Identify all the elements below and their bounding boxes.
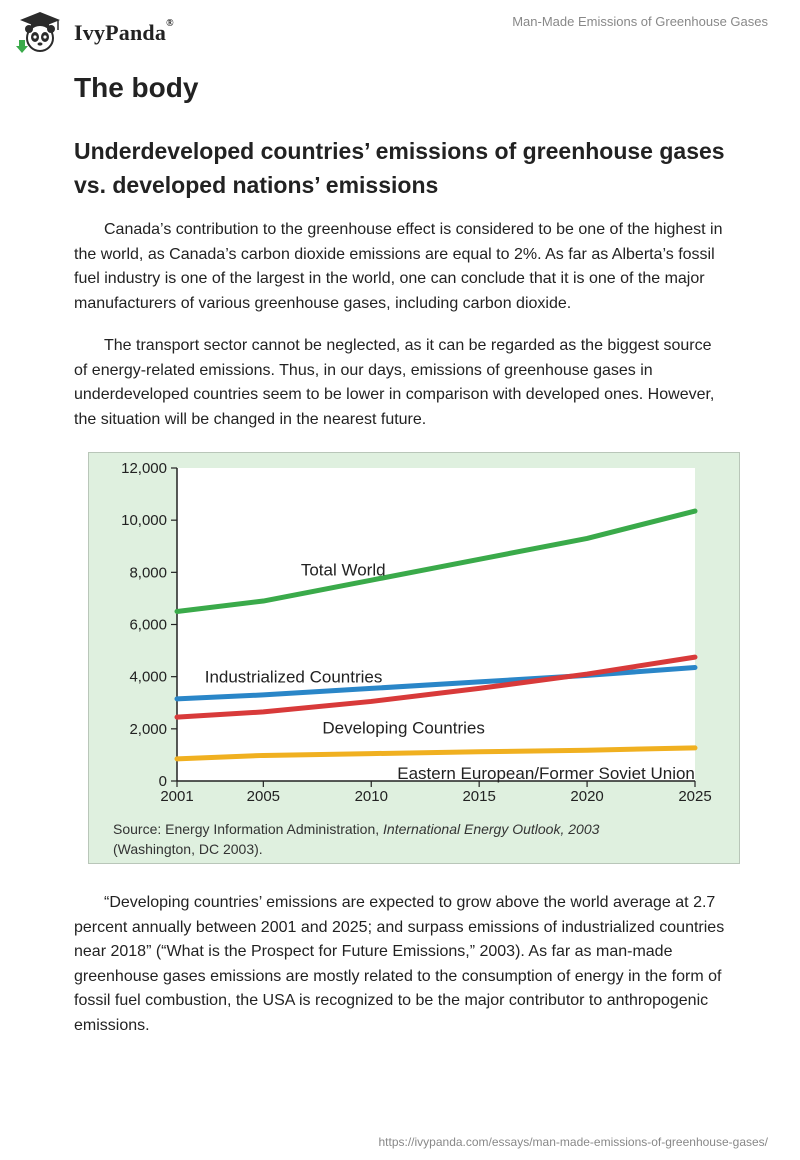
x-tick-label: 2025 bbox=[678, 788, 712, 805]
x-tick-label: 2001 bbox=[160, 788, 194, 805]
panda-logo-icon[interactable] bbox=[16, 10, 64, 54]
x-tick-label: 2010 bbox=[354, 788, 388, 805]
source-title: International Energy Outlook, 2003 bbox=[383, 821, 600, 837]
brand-name[interactable]: IvyPanda® bbox=[74, 18, 174, 45]
emissions-chart-figure bbox=[88, 452, 740, 864]
source-prefix: Source: Energy Information Administration, bbox=[113, 821, 384, 837]
source-suffix: (Washington, DC 2003). bbox=[113, 841, 263, 857]
page-header bbox=[0, 0, 800, 70]
paragraph-2: The transport sector cannot be neglected, as it can be regarded as the biggest source of energy-related emissions. Thus, in our days, emissions of greenhouse gases in underdeveloped countries seem to be lower in comparison with developed ones. However, the situation will be changed in the nearest future. bbox=[74, 337, 715, 428]
y-tick-label: 4,000 bbox=[129, 668, 167, 686]
emissions-line-chart bbox=[89, 453, 741, 813]
x-tick-label: 2020 bbox=[570, 788, 604, 805]
y-tick-label: 8,000 bbox=[129, 564, 167, 582]
y-tick-label: 2,000 bbox=[129, 720, 167, 738]
y-tick-label: 12,000 bbox=[121, 460, 167, 477]
y-tick-label: 10,000 bbox=[121, 512, 167, 530]
series-label-developing-countries: Developing Countries bbox=[322, 718, 485, 738]
source-url[interactable]: https://ivypanda.com/essays/man-made-emissions-of-greenhouse-gases/ bbox=[378, 1135, 768, 1149]
y-tick-label: 6,000 bbox=[129, 616, 167, 634]
paragraph-3: “Developing countries’ emissions are expected to grow above the world average at 2.7 percent annually between 2001 and 2025; and surpass emissions of industrialized countries near 2018” (“What is the Prospect for Future Emissions,” 2003). As far as man-made greenhouse gases emissions are mostly related to the consumption of energy in the form of fossil fuel combustion, the USA is recognized to be the major contributor to anthropogenic emissions. bbox=[74, 894, 725, 1034]
subsection-title: Underdeveloped countries’ emissions of greenhouse gases vs. developed nations’ emissions bbox=[74, 138, 725, 198]
paragraph-1: Canada’s contribution to the greenhouse effect is considered to be one of the highest in the world, as Canada’s carbon dioxide emissions are equal to 2%. As far as Alberta’s fossil fuel industry is one of the largest in the world, one can conclude that it is one of the major manufacturers of various greenhouse gases, including carbon dioxide. bbox=[74, 221, 723, 312]
x-tick-label: 2005 bbox=[246, 788, 281, 805]
series-label-total-world: Total World bbox=[300, 560, 386, 580]
series-label-eastern-european-former-soviet-union: Eastern European/Former Soviet Union bbox=[397, 764, 695, 784]
document-title: Man-Made Emissions of Greenhouse Gases bbox=[512, 14, 768, 29]
chart-source-caption bbox=[113, 819, 599, 859]
x-tick-label: 2015 bbox=[462, 788, 496, 805]
section-title: The body bbox=[74, 72, 199, 103]
series-label-industrialized-countries: Industrialized Countries bbox=[204, 667, 383, 687]
y-tick-label: 0 bbox=[158, 773, 167, 790]
